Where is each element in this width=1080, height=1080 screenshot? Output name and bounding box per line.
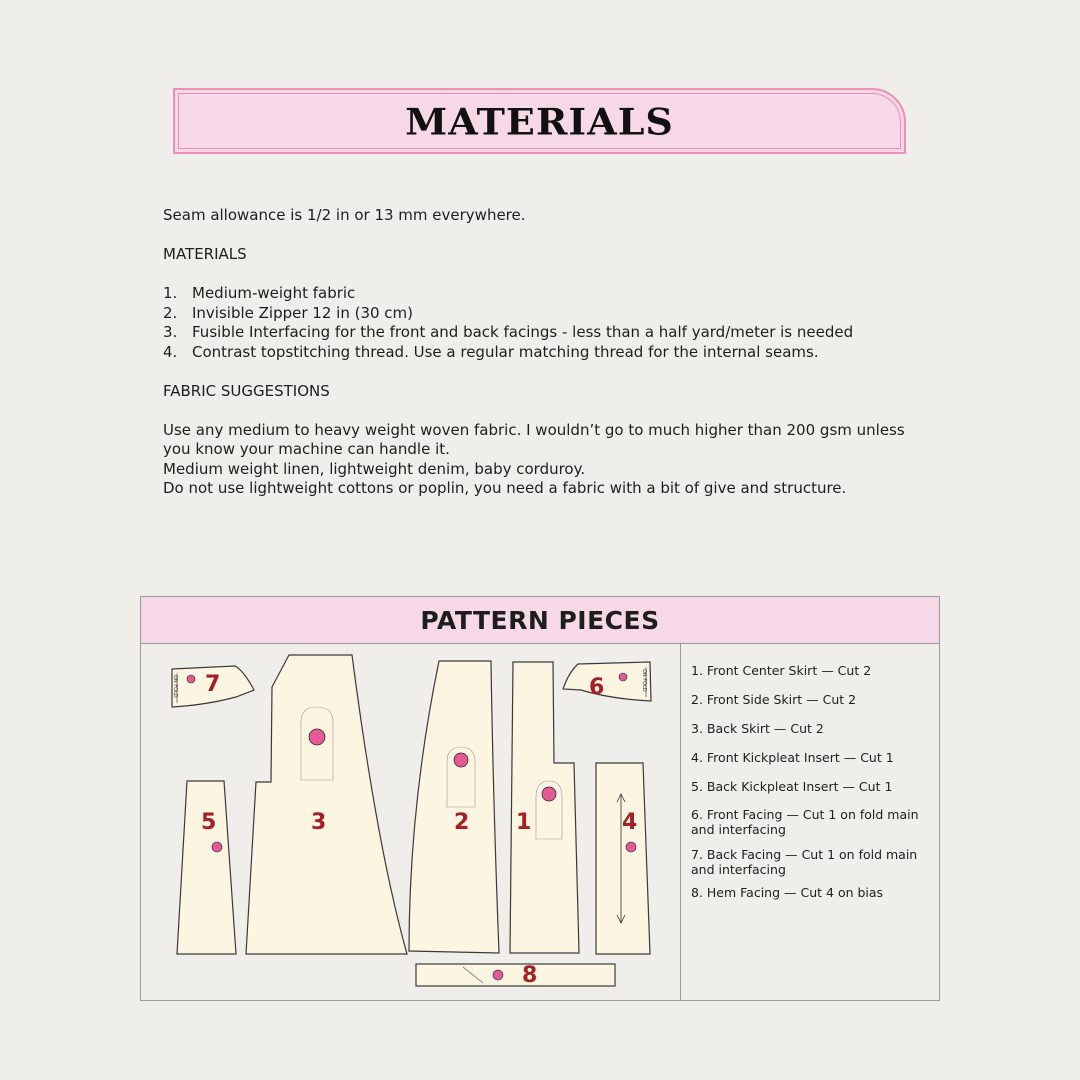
list-item: 6. Front Facing — Cut 1 on fold main and interfacing (691, 807, 919, 837)
fabric-line: Do not use lightweight cottons or poplin, you need a fabric with a bit of give and structure. (163, 479, 847, 497)
fabric-line: Medium weight linen, lightweight denim, baby corduroy. (163, 459, 586, 478)
logo-icon (309, 729, 325, 745)
piece-number-5: 5 (201, 810, 217, 835)
piece-number-1: 1 (516, 810, 532, 835)
list-item: 5. Back Kickpleat Insert — Cut 1 (691, 779, 893, 794)
logo-icon (493, 970, 503, 980)
logo-icon (619, 673, 627, 681)
pattern-piece-8 (416, 964, 615, 986)
piece-number-2: 2 (454, 810, 470, 835)
seam-allowance-note: Seam allowance is 1/2 in or 13 mm everywhere. (163, 206, 526, 224)
list-item: 2. Invisible Zipper 12 in (30 cm) (163, 303, 414, 322)
materials-list (163, 284, 923, 362)
pattern-pieces-panel (140, 596, 940, 1001)
panel-divider (680, 644, 681, 1001)
piece-number-7: 7 (205, 672, 221, 697)
logo-icon (187, 675, 195, 683)
title-banner (173, 88, 906, 154)
materials-heading: MATERIALS (163, 245, 247, 263)
piece-number-6: 6 (589, 675, 605, 700)
list-item: 2. Front Side Skirt — Cut 2 (691, 692, 857, 707)
list-item: 8. Hem Facing — Cut 4 on bias (691, 885, 884, 900)
list-item: 7. Back Facing — Cut 1 on fold main and interfacing (691, 847, 918, 877)
list-item: 1. Medium-weight fabric (163, 284, 356, 302)
piece-number-4: 4 (622, 810, 638, 835)
pattern-pieces-diagram (141, 597, 680, 1000)
pattern-piece-6 (563, 662, 651, 701)
logo-icon (542, 787, 556, 801)
piece-number-3: 3 (311, 810, 327, 835)
pattern-pieces-title: PATTERN PIECES (420, 605, 660, 635)
fabric-line: Use any medium to heavy weight woven fabric. I wouldn’t go to much higher than 200 gsm unless you know your machine can handle it. (163, 420, 905, 458)
list-item: 3. Fusible Interfacing for the front and back facings - less than a half yard/meter is needed (163, 323, 854, 341)
list-item: 3. Back Skirt — Cut 2 (691, 721, 824, 736)
pattern-piece-5 (177, 781, 236, 954)
piece-number-8: 8 (522, 963, 538, 988)
logo-icon (454, 753, 468, 767)
list-item: 4. Contrast topstitching thread. Use a regular matching thread for the internal seams. (163, 342, 819, 361)
logo-icon (212, 842, 222, 852)
pattern-piece-3 (246, 655, 407, 954)
fold-label: ON FOLD (641, 669, 647, 692)
materials-text (163, 206, 923, 499)
list-item: 4. Front Kickpleat Insert — Cut 1 (691, 750, 894, 765)
pattern-piece-4 (596, 763, 650, 954)
list-item: 1. Front Center Skirt — Cut 2 (691, 663, 872, 678)
fabric-heading: FABRIC SUGGESTIONS (163, 381, 330, 400)
logo-icon (626, 842, 636, 852)
fold-label: ON FOLD (172, 675, 178, 698)
page-title: MATERIALS (405, 99, 674, 143)
pattern-piece-1 (510, 662, 579, 953)
